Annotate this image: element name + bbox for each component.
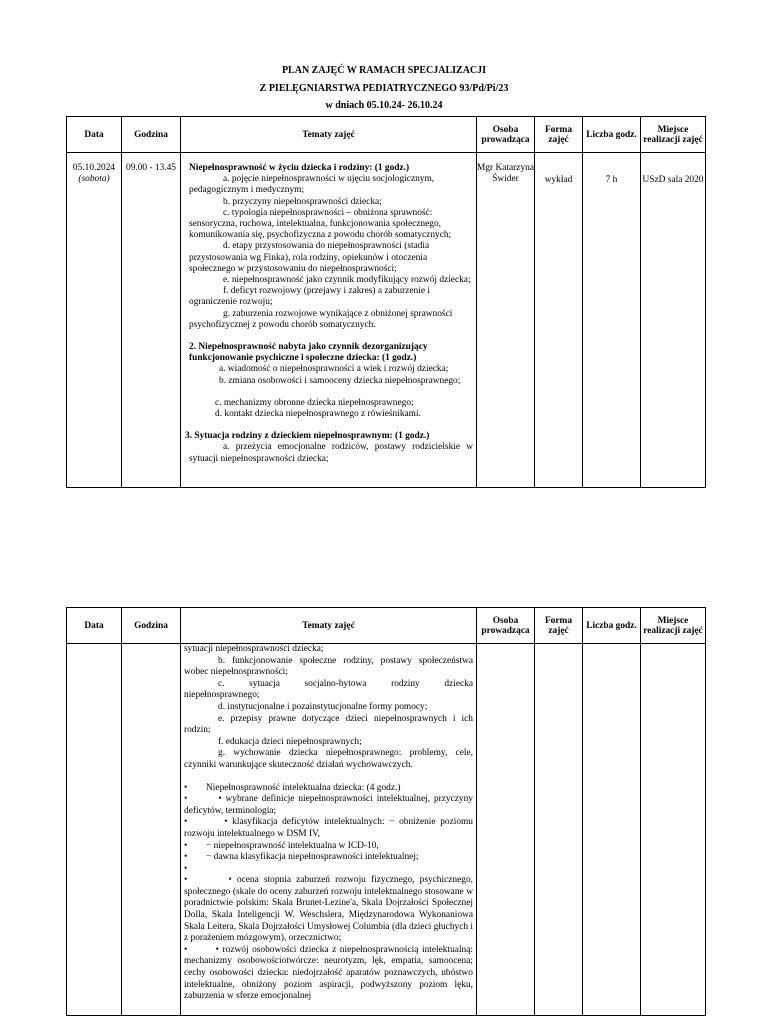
col-form: Forma zajęć: [535, 117, 583, 153]
row-place: USzD sala 2020: [641, 153, 706, 488]
topic-2-c: c. mechanizmy obronne dziecka niepełnosprawnego;: [215, 397, 414, 408]
col-date: Data: [67, 117, 122, 153]
topic-3-e: e. przepisy prawne dotyczące dzieci niepełnosprawnych i ich rodzin;: [184, 713, 473, 736]
topic-1-e: e. niepełnosprawność jako czynnik modyfikujący rozwój dziecka;: [223, 275, 471, 286]
row-form: wykład: [535, 153, 583, 488]
row-hours-cell: [583, 644, 641, 1016]
topic-3-a: a. przeżycia emocjonalne rodziców, postawy rodzicielskie w sytuacji niepełnosprawności dziecka;: [189, 442, 473, 464]
row-person-cell: [477, 644, 535, 1016]
row-time-cell: [122, 644, 181, 1016]
row-topics-cell: [181, 153, 477, 488]
col-hours: Liczba godz.: [583, 117, 641, 153]
topic-3-f: f. edukacja dzieci niepełnosprawnych;: [218, 736, 362, 747]
row-topics-cell: [181, 644, 477, 1016]
doc-title-line2: Z PIELĘGNIARSTWA PEDIATRYCZNEGO 93/Pd/Pi/23: [259, 83, 509, 94]
topic-4-item-5: •: [184, 863, 188, 874]
topic-3-heading: 3. Sytuacja rodziny z dzieckiem niepełnosprawnym: (1 godz.): [185, 431, 430, 442]
topic-4-item-2: • • klasyfikacja deficytów intelektualnych: − obniżenie poziomu rozwoju intelektualnego w DSM IV,: [184, 817, 476, 839]
row-date: 05.10.2024: [72, 163, 116, 173]
doc-title-line1: PLAN ZAJĘĆ W RAMACH SPECJALIZACJI: [281, 65, 487, 76]
topic-3-c: c. sytuacja socjalno-bytowa rodziny dziecka niepełnosprawnego;: [184, 678, 473, 701]
topic-4-item-1: • • wybrane definicje niepełnosprawności intelektualnej, przyczyny deficytów, terminologia;: [184, 794, 476, 816]
table-row: [67, 644, 706, 1016]
topic-2-b: b. zmiana osobowości i samooceny dziecka niepełnosprawnego;: [219, 375, 461, 386]
col-hours: Liczba godz.: [583, 608, 641, 644]
topic-1-heading: Niepełnosprawność w życiu dziecka i rodziny: (1 godz.): [189, 163, 410, 173]
topic-3-b: b. funkcjonowanie społeczne rodziny, postawy społeczeństwa wobec niepełnosprawności;: [184, 655, 473, 678]
doc-title-line3: w dniach 05.10.24- 26.10.24: [325, 100, 443, 111]
topic-1-d: d. etapy przystosowania do niepełnosprawności (stadia przystosowania wg Finka), rola rodziny, opiekunów i otoczenia społecznego w przystosowaniu do niepełnosprawności;: [189, 241, 430, 274]
row-day: (sobota): [78, 174, 110, 184]
col-time: Godzina: [122, 608, 181, 644]
topic-3-a-cont: sytuacji niepełnosprawności dziecka;: [184, 644, 324, 654]
col-time: Godzina: [122, 117, 181, 153]
topic-4-item-6: • • ocena stopnia zaburzeń rozwoju fizycznego, psychicznego, społecznego (skale do oceny zaburzeń rozwoju intelektualnego stosowane w poradnictwie polskim: Skala Brunet-Lezine'a, Skala Dojrzałości Społecznej Dolla, Skala Inteligencji W. Weschslera, Międzynarodowa Wykonaniowa Skala Leitera, Skala Dojrzałości Umysłowej Columbia (dla dzieci głuchych i z porażeniem mózgowym), orzecznictwo;: [184, 875, 476, 944]
col-topics: Tematy zajęć: [181, 608, 477, 644]
table-header-row: [67, 608, 706, 644]
topic-1-f: f. deficyt rozwojowy (przejawy i zakres) a zaburzenie i ograniczenie rozwoju;: [189, 286, 430, 308]
col-form: Forma zajęć: [535, 608, 583, 644]
topic-3-d: d. instytucjonalne i pozainstytucjonalne formy pomocy;: [218, 701, 428, 712]
row-form-cell: [535, 644, 583, 1016]
col-date: Data: [67, 608, 122, 644]
topic-4-heading: • Niepełnosprawność intelektualna dziecka: (4 godz.): [184, 782, 401, 793]
row-date-cell: [67, 644, 122, 1016]
topic-2-a: a. wiadomość o niepełnosprawności a wiek i rozwój dziecka;: [219, 364, 449, 375]
col-place: Miejsce realizacji zajęć: [641, 608, 706, 644]
row-place-cell: [641, 644, 706, 1016]
col-person: Osoba prowadząca: [477, 608, 535, 644]
table-row: [67, 153, 706, 488]
topic-1-c: c. typologia niepełnosprawności – obniżona sprawność: sensoryczna, ruchowa, intelektualna, funkcjonowania społecznego, komunikowania się, psychofizyczna z powodu chorób somatycznych;: [189, 207, 452, 241]
schedule-table-page1: [66, 116, 706, 488]
col-topics: Tematy zajęć: [181, 117, 477, 153]
col-person: Osoba prowadząca: [477, 117, 535, 153]
topic-3-g: g. wychowanie dziecka niepełnosprawnego: problemy, cele, czynniki warunkujące skuteczność działań wychowawczych.: [184, 748, 473, 770]
topic-1-b: b. przyczyny niepełnosprawności dziecka;: [223, 196, 382, 207]
topic-4-item-7: • • rozwój osobowości dziecka z niepełnosprawnością intelektualną: mechanizmy osobowościotwórcze: neurotyzm, lęk, empatia, samoocena; cechy osobowości dziecka: niedojrzałość aparatów poznawczych, ubóstwo intelektualne, obniżony poziom aspiracji, podwyższony poziom lęku, zaburzenia w sferze emocjonalnej: [184, 944, 476, 1002]
topic-1-g: g. zaburzenia rozwojowe wynikające z obniżonej sprawności psychofizycznej z powodu chorób somatycznych.: [189, 308, 453, 330]
topic-4-item-4: • − dawna klasyfikacja niepełnosprawności intelektualnej;: [184, 852, 419, 863]
topic-4-item-3: • − niepełnosprawność intelektualna w ICD-10,: [184, 840, 379, 851]
row-date-cell: [67, 153, 122, 488]
row-hours: 7 h: [583, 153, 641, 488]
topic-1-a: a. pojęcie niepełnosprawności w ujęciu socjologicznym, pedagogicznym i medycznym;: [189, 174, 435, 196]
table-header-row: [67, 117, 706, 153]
topic-2-heading: 2. Niepełnosprawność nabyta jako czynnik dezorganizujący funkcjonowanie psychiczne i społeczne dziecka: (1 godz.): [189, 342, 428, 364]
topic-2-d: d. kontakt dziecka niepełnosprawnego z rówieśnikami.: [215, 409, 421, 420]
col-place: Miejsce realizacji zajęć: [641, 117, 706, 153]
schedule-table-page2: [66, 607, 706, 1016]
row-time: 09.00 - 13.45: [122, 153, 181, 488]
row-person: Mgr Katarzyna Świder: [477, 153, 535, 488]
